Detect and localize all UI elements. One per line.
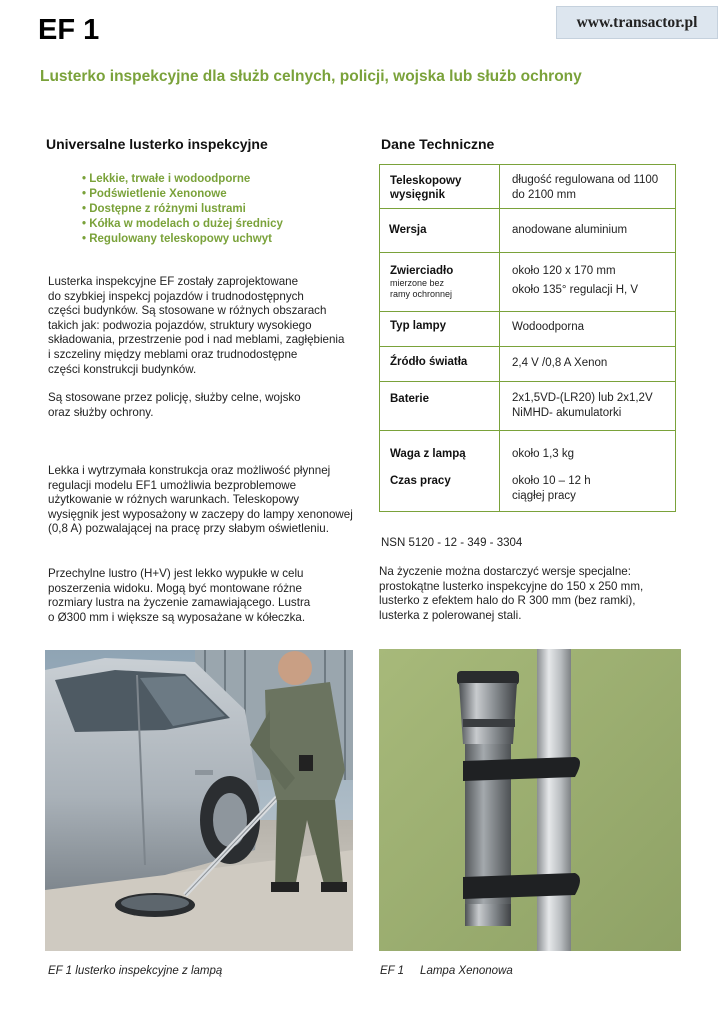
spec-label-weight: Waga z lampą <box>390 448 466 460</box>
caption-left-photo: EF 1 lusterko inspekcyjne z lampą <box>48 965 223 977</box>
feature-list <box>82 172 283 247</box>
spec-row-line <box>380 346 675 347</box>
xenon-lamp-illustration <box>379 649 681 951</box>
spec-label-mirror: Zwierciadło <box>390 265 454 277</box>
description-paragraph-3: Lekka i wytrzymała konstrukcja oraz możliwość płynnej regulacji modelu EF1 umożliwia bezproblemowe użytkowanie w różnych warunkach. Teleskopowy wysięgnik jest wyposażony w zaczepy do lampy xenonowej (0,8 A) pozwalającej na pracę przy słabym oświetleniu. <box>48 464 353 536</box>
spec-row-line <box>380 208 675 209</box>
spec-row-line <box>380 430 675 431</box>
nsn-code: NSN 5120 - 12 - 349 - 3304 <box>381 537 523 549</box>
spec-label-light-source: Źródło światła <box>390 356 468 368</box>
spec-value-lamp-type: Wodoodporna <box>512 321 585 333</box>
spec-label-version: Wersja <box>389 224 427 236</box>
spec-value-version: anodowane aluminium <box>512 224 628 236</box>
feature-item: • Kółka w modelach o dużej średnicy <box>82 218 283 230</box>
feature-item: • Dostępne z różnymi lustrami <box>82 203 246 215</box>
technical-spec-table <box>379 164 676 512</box>
spec-value-weight: około 1,3 kg <box>512 448 575 460</box>
spec-label-work-time: Czas pracy <box>390 475 451 487</box>
feature-item: • Podświetlenie Xenonowe <box>82 188 227 200</box>
spec-column-divider <box>499 165 500 511</box>
spec-value-mirror-size: około 120 x 170 mm <box>512 265 616 277</box>
feature-item: • Lekkie, trwałe i wodoodporne <box>82 173 251 185</box>
feature-item: • Regulowany teleskopowy uchwyt <box>82 233 272 245</box>
product-model-title: EF 1 <box>38 14 100 46</box>
spec-value-work-time: około 10 – 12 h ciągłej pracy <box>512 475 591 502</box>
caption-right-photo: EF 1 Lampa Xenonowa <box>380 965 513 977</box>
spec-row-line <box>380 311 675 312</box>
website-url-badge[interactable]: www.transactor.pl <box>556 6 718 39</box>
right-section-heading: Dane Techniczne <box>381 136 495 152</box>
spec-value-light-source: 2,4 V /0,8 A Xenon <box>512 357 608 369</box>
spec-label-lamp-type: Typ lampy <box>390 320 447 332</box>
photo-xenon-lamp <box>379 649 681 951</box>
spec-value-mirror-tilt: około 135° regulacji H, V <box>512 284 639 296</box>
spec-row-line <box>380 252 675 253</box>
spec-value-batteries: 2x1,5VD-(LR20) lub 2x1,2V NiMHD- akumulatorki <box>512 392 653 419</box>
photo-inspection-mirror-in-use <box>45 650 353 951</box>
spec-label-telescope: Teleskopowy wysięgnik <box>390 175 462 201</box>
special-versions-paragraph: Na życzenie można dostarczyć wersje specjalne: prostokątne lusterko inspekcyjne do 150 x 250 mm, lusterko z efektem halo do R 300 mm (bez ramki), lusterka z polerowanej stali. <box>379 565 644 622</box>
spec-sublabel-mirror: mierzone bez ramy ochronnej <box>390 278 453 299</box>
description-paragraph-2: Są stosowane przez policję, służby celne, wojsko oraz służby ochrony. <box>48 391 301 419</box>
description-paragraph-4: Przechylne lustro (H+V) jest lekko wypukłe w celu poszerzenia widoku. Mogą być montowane różne rozmiary lustra na życzenie zamawiającego. Lustra o Ø300 mm i większe są wyposażane w kółeczka. <box>48 567 311 624</box>
spec-row-line <box>380 381 675 382</box>
inspection-scene-illustration <box>45 650 353 951</box>
product-subtitle: Lusterko inspekcyjne dla służb celnych, policji, wojska lub służb ochrony <box>40 68 582 85</box>
description-paragraph-1: Lusterka inspekcyjne EF zostały zaprojektowane do szybkiej inspekcj pojazdów i trudnodostępnych części budynków. Są stosowane w różnych obszarach takich jak: podwozia pojazdów, struktury wysokiego składowania, przestrzenie pod i nad meblami, zagłębienia i szczeliny między meblami oraz trudnodostępne części konstrukcji budynków. <box>48 275 345 376</box>
spec-value-telescope: długość regulowana od 1100 do 2100 mm <box>512 174 659 201</box>
left-section-heading: Universalne lusterko inspekcyjne <box>46 136 268 152</box>
spec-label-batteries: Baterie <box>390 393 429 405</box>
